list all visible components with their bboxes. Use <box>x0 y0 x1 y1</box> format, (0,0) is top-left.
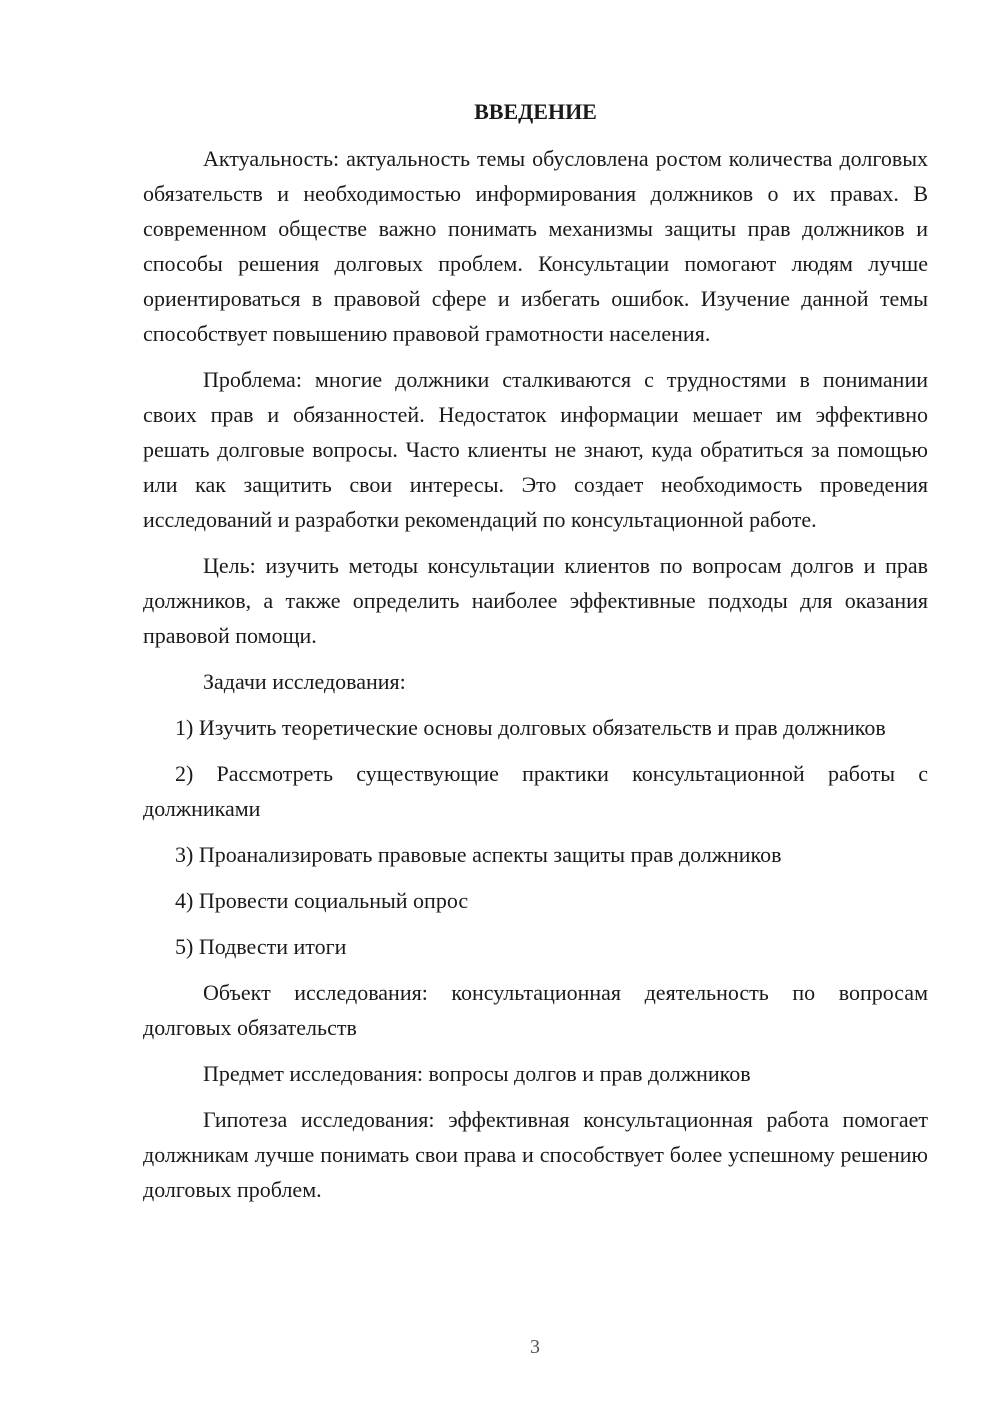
page-number: 3 <box>530 1336 540 1358</box>
tasks-list <box>143 710 928 964</box>
task-item: 5) Подвести итоги <box>175 934 347 959</box>
task-item: 3) Проанализировать правовые аспекты защиты прав должников <box>175 842 782 867</box>
paragraph-object: Объект исследования: консультационная деятельность по вопросам долговых обязательств <box>143 980 928 1040</box>
paragraph-goal: Цель: изучить методы консультации клиентов по вопросам долгов и прав должников, а также определить наиболее эффективные подходы для оказания правовой помощи. <box>143 553 928 648</box>
task-item: 1) Изучить теоретические основы долговых обязательств и прав должников <box>175 715 886 740</box>
section-heading: ВВЕДЕНИЕ <box>474 99 597 124</box>
paragraph-problem: Проблема: многие должники сталкиваются с трудностями в понимании своих прав и обязанностей. Недостаток информации мешает им эффективно решать долговые вопросы. Часто клиенты не знают, куда обратиться за помощью или как защитить свои интересы. Это создает необходимость проведения исследований и разработки рекомендаций по консультационной работе. <box>143 367 928 532</box>
task-item: 4) Провести социальный опрос <box>175 888 469 913</box>
task-item: 2) Рассмотреть существующие практики консультационной работы с должниками <box>143 761 928 821</box>
paragraph-hypothesis: Гипотеза исследования: эффективная консультационная работа помогает должникам лучше понимать свои права и способствует более успешному решению долговых проблем. <box>143 1107 928 1202</box>
tasks-label: Задачи исследования: <box>203 669 406 694</box>
page-content <box>143 94 928 1218</box>
paragraph-relevance: Актуальность: актуальность темы обусловлена ростом количества долговых обязательств и необходимостью информирования должников о их правах. В современном обществе важно понимать механизмы защиты прав должников и способы решения долговых проблем. Консультации помогают людям лучше ориентироваться в правовой сфере и избегать ошибок. Изучение данной темы способствует повышению правовой грамотности населения. <box>143 146 928 346</box>
paragraph-subject: Предмет исследования: вопросы долгов и прав должников <box>203 1061 751 1086</box>
